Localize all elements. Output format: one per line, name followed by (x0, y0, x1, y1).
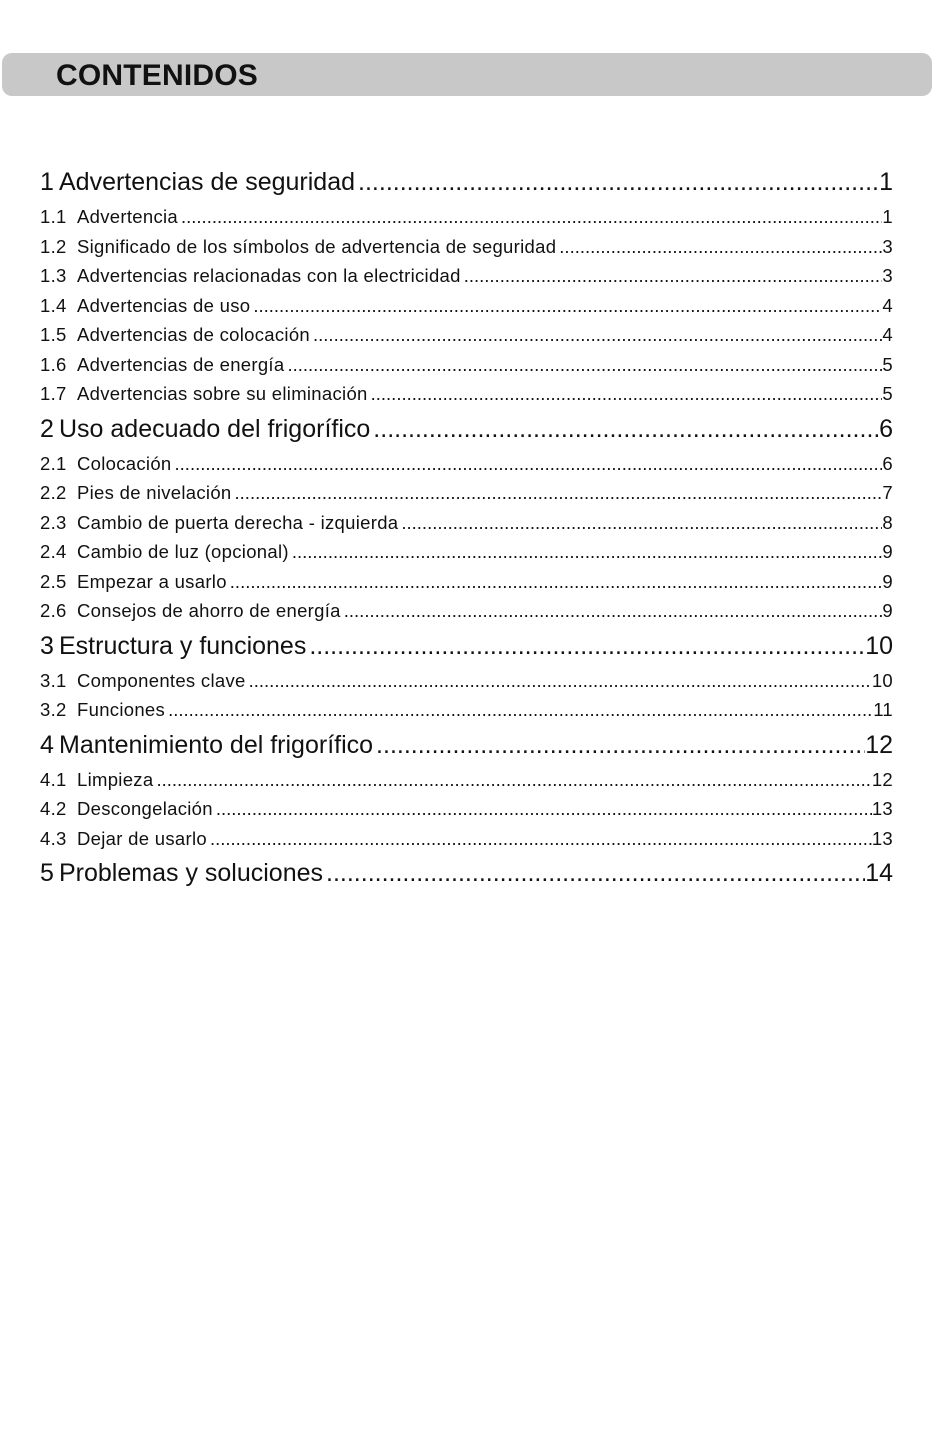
toc-section-entry[interactable] (40, 765, 893, 795)
toc-section-entry[interactable] (40, 596, 893, 626)
toc-entry-number: 2.2 (40, 482, 67, 503)
toc-entry-title: Funciones (77, 699, 166, 720)
toc-entry-page-number: 10 (871, 669, 893, 691)
toc-entry-title: Advertencias sobre su eliminación (77, 383, 368, 404)
table-of-contents (40, 162, 893, 893)
toc-entry-page-number: 5 (882, 383, 893, 404)
toc-dot-leader (398, 508, 882, 538)
toc-entry-page-number: 10 (865, 631, 893, 660)
toc-entry-number: 4.3 (40, 827, 67, 849)
toc-entry-title: Advertencias de uso (77, 294, 251, 316)
toc-section-entry[interactable] (40, 449, 893, 479)
toc-entry-title: Uso adecuado del frigorífico (59, 414, 371, 443)
toc-entry-page-number: 9 (882, 541, 893, 562)
toc-section-entry[interactable] (40, 291, 893, 321)
toc-entry-page-number: 1 (879, 168, 893, 196)
toc-dot-leader (368, 379, 883, 409)
toc-entry-title: Advertencias relacionadas con la electricidad (77, 265, 461, 286)
toc-entry-number: 5 (40, 859, 54, 887)
toc-dot-leader (207, 824, 872, 854)
toc-entry-page-number: 6 (882, 452, 893, 474)
toc-dot-leader (284, 350, 882, 380)
toc-entry-page-number: 8 (882, 511, 893, 533)
toc-entry-number: 3 (40, 631, 54, 660)
toc-section-entry[interactable] (40, 537, 893, 567)
toc-section-entry[interactable] (40, 478, 893, 508)
toc-entry-page-number: 9 (882, 600, 893, 621)
toc-section-entry[interactable] (40, 261, 893, 291)
toc-entry-title: Advertencias de colocación (77, 324, 311, 345)
toc-dot-leader (373, 725, 865, 765)
toc-entry-title: Pies de nivelación (77, 482, 232, 503)
toc-entry-page-number: 3 (882, 235, 893, 257)
toc-dot-leader (178, 202, 882, 232)
toc-entry-number: 2.6 (40, 600, 67, 621)
toc-entry-number: 1.3 (40, 265, 67, 286)
toc-dot-leader (289, 537, 883, 567)
toc-section-entry[interactable] (40, 824, 893, 854)
toc-entry-title: Cambio de luz (opcional) (77, 541, 289, 562)
toc-entry-number: 1.7 (40, 383, 67, 404)
toc-dot-leader (341, 596, 883, 626)
toc-chapter-entry[interactable] (40, 409, 893, 449)
toc-dot-leader (310, 320, 882, 350)
toc-entry-page-number: 7 (882, 482, 893, 503)
toc-dot-leader (355, 162, 879, 202)
toc-section-entry[interactable] (40, 695, 893, 725)
toc-section-entry[interactable] (40, 202, 893, 232)
toc-entry-title: Advertencia (77, 206, 178, 227)
toc-chapter-entry[interactable] (40, 725, 893, 765)
toc-chapter-entry[interactable] (40, 162, 893, 202)
toc-entry-number: 1.4 (40, 294, 67, 316)
toc-entry-title: Cambio de puerta derecha - izquierda (77, 511, 399, 533)
toc-entry-title: Componentes clave (77, 669, 246, 691)
toc-entry-title: Advertencias de seguridad (59, 168, 356, 196)
toc-section-entry[interactable] (40, 567, 893, 597)
toc-entry-title: Consejos de ahorro de energía (77, 600, 341, 621)
toc-dot-leader (165, 695, 873, 725)
toc-entry-number: 1.2 (40, 235, 67, 257)
toc-entry-number: 4 (40, 730, 54, 759)
toc-entry-title: Significado de los símbolos de advertencia de seguridad (77, 235, 557, 257)
toc-entry-number: 2.4 (40, 541, 67, 562)
toc-dot-leader (227, 567, 883, 597)
toc-dot-leader (250, 291, 882, 321)
toc-entry-number: 1.1 (40, 206, 67, 227)
toc-entry-number: 3.2 (40, 699, 67, 720)
toc-section-entry[interactable] (40, 794, 893, 824)
toc-entry-title: Advertencias de energía (77, 353, 285, 375)
toc-dot-leader (232, 478, 883, 508)
toc-section-entry[interactable] (40, 508, 893, 538)
toc-entry-number: 2.3 (40, 511, 67, 533)
toc-entry-page-number: 12 (871, 768, 893, 790)
contents-header-bar (2, 53, 932, 96)
toc-section-entry[interactable] (40, 320, 893, 350)
toc-dot-leader (556, 232, 882, 262)
toc-section-entry[interactable] (40, 379, 893, 409)
toc-entry-title: Empezar a usarlo (77, 570, 227, 592)
toc-dot-leader (172, 449, 883, 479)
toc-dot-leader (306, 626, 865, 666)
toc-entry-number: 2.1 (40, 452, 67, 474)
toc-entry-page-number: 1 (882, 206, 893, 227)
toc-entry-number: 4.2 (40, 798, 67, 819)
toc-entry-number: 2 (40, 414, 54, 443)
toc-section-entry[interactable] (40, 232, 893, 262)
toc-entry-page-number: 5 (882, 353, 893, 375)
toc-entry-title: Limpieza (77, 768, 154, 790)
toc-entry-number: 4.1 (40, 768, 67, 790)
toc-dot-leader (213, 794, 872, 824)
toc-entry-number: 1 (40, 168, 54, 196)
toc-chapter-entry[interactable] (40, 853, 893, 893)
toc-entry-title: Problemas y soluciones (59, 859, 324, 887)
toc-dot-leader (153, 765, 871, 795)
toc-dot-leader (246, 666, 872, 696)
toc-entry-number: 1.6 (40, 353, 67, 375)
toc-entry-title: Colocación (77, 452, 172, 474)
toc-entry-number: 1.5 (40, 324, 67, 345)
toc-entry-page-number: 3 (882, 265, 893, 286)
toc-entry-page-number: 14 (865, 859, 893, 887)
toc-section-entry[interactable] (40, 666, 893, 696)
toc-entry-page-number: 4 (882, 294, 893, 316)
page-title: CONTENIDOS (56, 59, 259, 92)
toc-entry-title: Mantenimiento del frigorífico (59, 730, 374, 759)
toc-entry-page-number: 13 (871, 827, 893, 849)
toc-entry-title: Descongelación (77, 798, 213, 819)
toc-entry-title: Dejar de usarlo (77, 827, 207, 849)
toc-entry-page-number: 6 (879, 414, 893, 443)
toc-entry-page-number: 9 (882, 570, 893, 592)
toc-entry-page-number: 13 (871, 798, 893, 819)
toc-entry-number: 3.1 (40, 669, 67, 691)
toc-entry-number: 2.5 (40, 570, 67, 592)
toc-entry-title: Estructura y funciones (59, 631, 307, 660)
toc-entry-page-number: 4 (882, 324, 893, 345)
toc-dot-leader (323, 853, 865, 893)
toc-entry-page-number: 12 (865, 730, 893, 759)
toc-section-entry[interactable] (40, 350, 893, 380)
toc-chapter-entry[interactable] (40, 626, 893, 666)
toc-dot-leader (370, 409, 879, 449)
toc-dot-leader (461, 261, 883, 291)
toc-entry-page-number: 11 (873, 699, 893, 720)
